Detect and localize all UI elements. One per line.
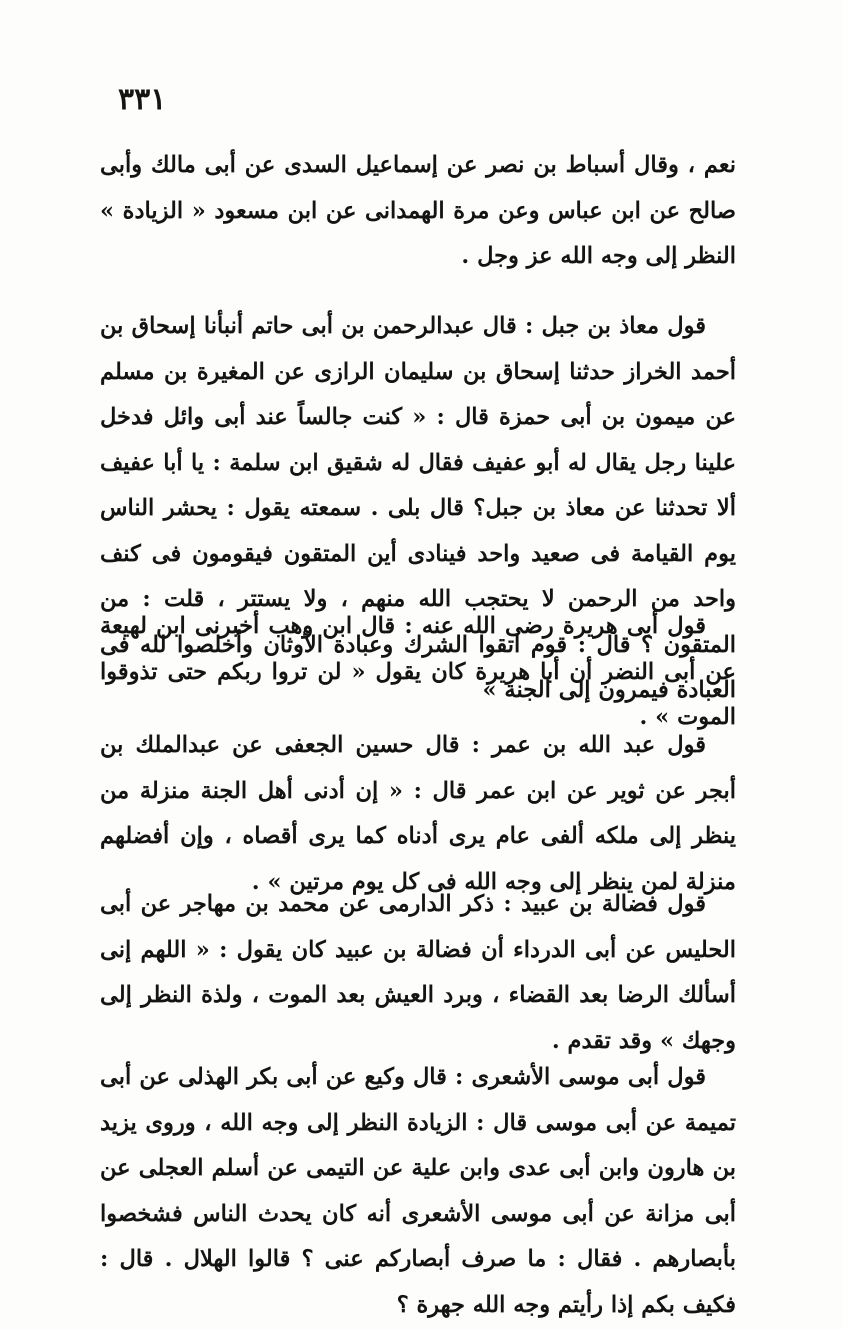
paragraph-fadala xyxy=(100,882,736,1064)
page-number: ٣٣١ xyxy=(118,82,167,117)
paragraph-ibn-umar xyxy=(100,723,736,905)
paragraph-abu-musa xyxy=(100,1055,736,1328)
paragraph-abu-hurayra xyxy=(100,604,736,741)
paragraph-text: نعم ، وقال أسباط بن نصر عن إسماعيل السدى عن أبى مالك وأبى صالح عن ابن عباس وعن مرة الهمدانى عن ابن مسعود « الزيادة » النظر إلى وجه الله عز وجل . xyxy=(100,152,736,269)
paragraph-text: قول عبد الله بن عمر : قال حسين الجعفى عن عبدالملك بن أبجر عن ثوير عن ابن عمر قال : « إن أدنى أهل الجنة منزلة من ينظر إلى ملكه ألفى عام يرى أدناه كما يرى أقصاه ، وإن أفضلهم منزلة لمن ينظر إلى وجه الله فى كل يوم مرتين » . xyxy=(100,732,736,895)
paragraph-text: قول معاذ بن جبل : قال عبدالرحمن بن أبى حاتم أنبأنا إسحاق بن أحمد الخراز حدثنا إسحاق بن سليمان الرازى عن المغيرة بن مسلم عن ميمون بن أبى حمزة قال : « كنت جالساً عند أبى وائل فدخل علينا رجل يقال له أبو عفيف فقال له شقيق ابن سلمة : يا أبا عفيف ألا تحدثنا عن معاذ بن جبل؟ قال بلى . سمعته يقول : يحشر الناس يوم القيامة فى صعيد واحد فينادى أين المتقون فيقومون فى كنف واحد من الرحمن لا يحتجب الله منهم ، ولا يستتر ، قلت : من المتقون ؟ قال : قوم اتقوا الشرك وعبادة الأوثان وأخلصوا لله فى العبادة فيمرون إلى الجنة » xyxy=(100,313,736,703)
paragraph-text: قول أبى هريرة رضى الله عنه : قال ابن وهب أخبرنى ابن لهيعة عن أبى النضر أن أبا هريرة كان يقول « لن تروا ربكم حتى تذوقوا الموت » . xyxy=(100,613,736,730)
paragraph-text: قول فضالة بن عبيد : ذكر الدارمى عن محمد بن مهاجر عن أبى الحليس عن أبى الدرداء أن فضالة بن عبيد كان يقول : « اللهم إنى أسألك الرضا بعد القضاء ، وبرد العيش بعد الموت ، ولذة النظر إلى وجهك » وقد تقدم . xyxy=(100,891,736,1054)
paragraph-text: قول أبى موسى الأشعرى : قال وكيع عن أبى بكر الهذلى عن أبى تميمة عن أبى موسى قال : الزيادة النظر إلى وجه الله ، وروى يزيد بن هارون وابن أبى عدى وابن علية عن التيمى عن أسلم العجلى عن أبى مزانة عن أبى موسى الأشعرى أنه كان يحدث الناس فشخصوا بأبصارهم . فقال : ما صرف أبصاركم عنى ؟ قالوا الهلال . قال : فكيف بكم إذا رأيتم وجه الله جهرة ؟ xyxy=(100,1064,736,1318)
paragraph-1 xyxy=(100,143,736,280)
